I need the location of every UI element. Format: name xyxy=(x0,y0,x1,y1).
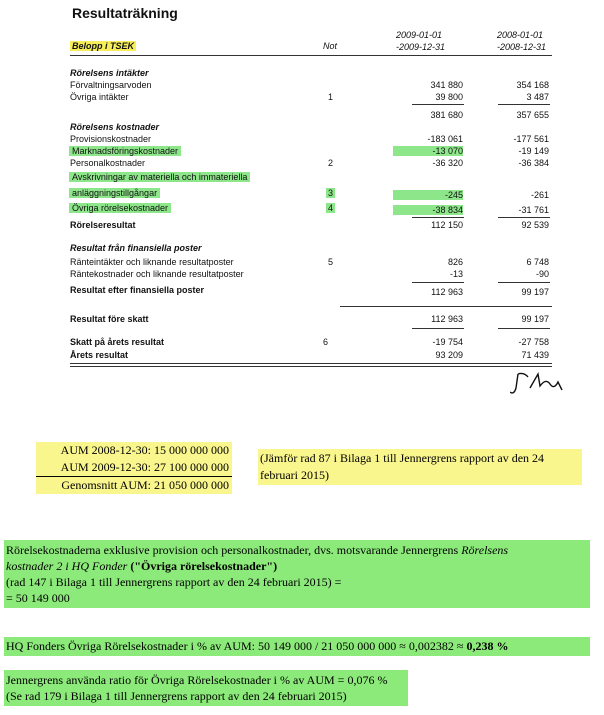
before-tax-label: Resultat före skatt xyxy=(70,314,149,324)
p3-line1: Jennergrens använda ratio för Övriga Rörelsekostnader i % av AUM = 0,076 % xyxy=(6,673,388,687)
tax-2009: -19 754 xyxy=(432,337,463,347)
cost-heading: Rörelsens kostnader xyxy=(70,122,160,132)
row-value-2009: -36 320 xyxy=(432,158,463,168)
row-value-2008: -19 149 xyxy=(518,146,549,156)
row-value-2009: 39 800 xyxy=(435,92,463,102)
fin-heading: Resultat från finansiella poster xyxy=(70,243,202,253)
statement-title: Resultaträkning xyxy=(72,5,178,21)
row-label: Personalkostnader xyxy=(70,158,146,168)
signature xyxy=(510,368,570,398)
row-note: 1 xyxy=(328,92,334,102)
row-note: 3 xyxy=(328,188,334,198)
tax-2008: -27 758 xyxy=(518,337,549,347)
net-result-label: Årets resultat xyxy=(70,350,129,360)
header-rule xyxy=(70,55,552,56)
income-total-2008: 357 655 xyxy=(516,110,549,120)
aum-block xyxy=(36,442,232,494)
p1-bold: ("Övriga rörelsekostnader") xyxy=(130,559,278,573)
row-label: Förvaltningsarvoden xyxy=(70,80,152,90)
row-label: Marknadsföringskostnader xyxy=(69,146,181,156)
after-fin-2008: 99 197 xyxy=(521,287,549,297)
before-tax-2008: 99 197 xyxy=(521,314,549,324)
tax-label: Skatt på årets resultat xyxy=(70,337,165,347)
subtotal-rule xyxy=(412,104,464,105)
row-note: 2 xyxy=(328,158,334,168)
operating-result-label: Rörelseresultat xyxy=(70,220,136,230)
section-rule xyxy=(340,306,552,307)
row-value-2008: -177 561 xyxy=(513,134,549,144)
subtotal-rule xyxy=(412,328,464,329)
net-result-2009: 93 209 xyxy=(435,350,463,360)
row-value-2008: -31 761 xyxy=(518,205,549,215)
row-label: Övriga rörelsekostnader xyxy=(69,203,171,213)
final-double-rule xyxy=(70,363,552,367)
before-tax-2009: 112 963 xyxy=(431,314,463,324)
row-value-2009: -13 xyxy=(449,269,463,279)
income-heading: Rörelsens intäkter xyxy=(70,68,149,78)
row-value-2008: 6 748 xyxy=(526,257,549,267)
after-fin-2009: 112 963 xyxy=(431,287,463,297)
p1-italic1: Rörelsens xyxy=(461,543,509,557)
row-label: Ränteintäkter och liknande resultatposter xyxy=(70,257,234,267)
currency-label: Belopp i TSEK xyxy=(72,41,135,51)
row-label: anläggningstillgångar xyxy=(69,188,160,198)
col1-header-line1: 2009-01-01 xyxy=(396,30,443,40)
row-note: 6 xyxy=(323,337,329,347)
row-value-2008: -90 xyxy=(535,269,549,279)
row-note: 5 xyxy=(328,257,334,267)
row-value-2009: -183 061 xyxy=(427,134,463,144)
not-column-header: Not xyxy=(323,41,338,51)
aum-average: Genomsnitt AUM: 21 050 000 000 xyxy=(36,477,232,494)
p2-bold: 0,238 % xyxy=(466,639,509,653)
subtotal-rule xyxy=(412,217,464,218)
row-value-2008: 3 487 xyxy=(526,92,549,102)
row-value-2008: -261 xyxy=(530,190,549,200)
row-label: Övriga intäkter xyxy=(70,92,129,102)
aum-2009: AUM 2009-12-30: 27 100 000 000 xyxy=(36,459,232,477)
income-total-2009: 381 680 xyxy=(430,110,463,120)
row-value-2009: 826 xyxy=(447,257,463,267)
aum-2008: AUM 2008-12-30: 15 000 000 000 xyxy=(36,442,232,459)
col2-header-line1: 2008-01-01 xyxy=(497,30,544,40)
row-value-2008: 354 168 xyxy=(516,80,549,90)
p2-text: HQ Fonders Övriga Rörelsekostnader i % av AUM: 50 149 000 / 21 050 000 000 ≈ 0,002382 ≈ xyxy=(6,639,464,653)
subtotal-rule xyxy=(498,104,550,105)
p1-line3: (rad 147 i Bilaga 1 till Jennergrens rapport av den 24 februari 2015) = xyxy=(6,575,342,589)
row-value-2009: -38 834 xyxy=(393,205,463,215)
aum-reference: (Jämför rad 87 i Bilaga 1 till Jennergrens rapport av den 24 februari 2015) xyxy=(258,449,582,485)
row-note: 4 xyxy=(328,203,334,213)
col1-header-line2: -2009-12-31 xyxy=(396,42,446,52)
col2-header-line2: -2008-12-31 xyxy=(497,42,547,52)
jennergren-ratio xyxy=(4,670,408,706)
subtotal-rule xyxy=(498,282,550,283)
p3-line2: (Se rad 179 i Bilaga 1 till Jennergrens rapport av den 24 februari 2015) xyxy=(6,689,347,703)
row-label: Provisionskostnader xyxy=(70,134,152,144)
net-result-2008: 71 439 xyxy=(521,350,549,360)
ratio-calculation xyxy=(4,637,590,656)
subtotal-rule xyxy=(498,328,550,329)
operating-result-2008: 92 539 xyxy=(521,220,549,230)
other-costs-paragraph xyxy=(4,540,590,608)
operating-result-2009: 112 150 xyxy=(431,220,463,230)
after-fin-label: Resultat efter finansiella poster xyxy=(70,285,205,295)
row-value-2009: -245 xyxy=(393,190,463,200)
row-label: Räntekostnader och liknande resultatposter xyxy=(70,269,244,279)
row-value-2009: -13 070 xyxy=(393,146,463,156)
row-value-2009: 341 880 xyxy=(430,80,463,90)
subtotal-rule xyxy=(498,217,550,218)
p1-line1: Rörelsekostnaderna exklusive provision och personalkostnader, dvs. motsvarande Jennergrens xyxy=(6,543,459,557)
row-value-2008: -36 384 xyxy=(518,158,549,168)
row-label: Avskrivningar av materiella och immateriella xyxy=(69,172,250,182)
p1-italic2: kostnader 2 i HQ Fonder xyxy=(6,559,128,573)
subtotal-rule xyxy=(412,282,464,283)
p1-line4: = 50 149 000 xyxy=(6,591,70,605)
